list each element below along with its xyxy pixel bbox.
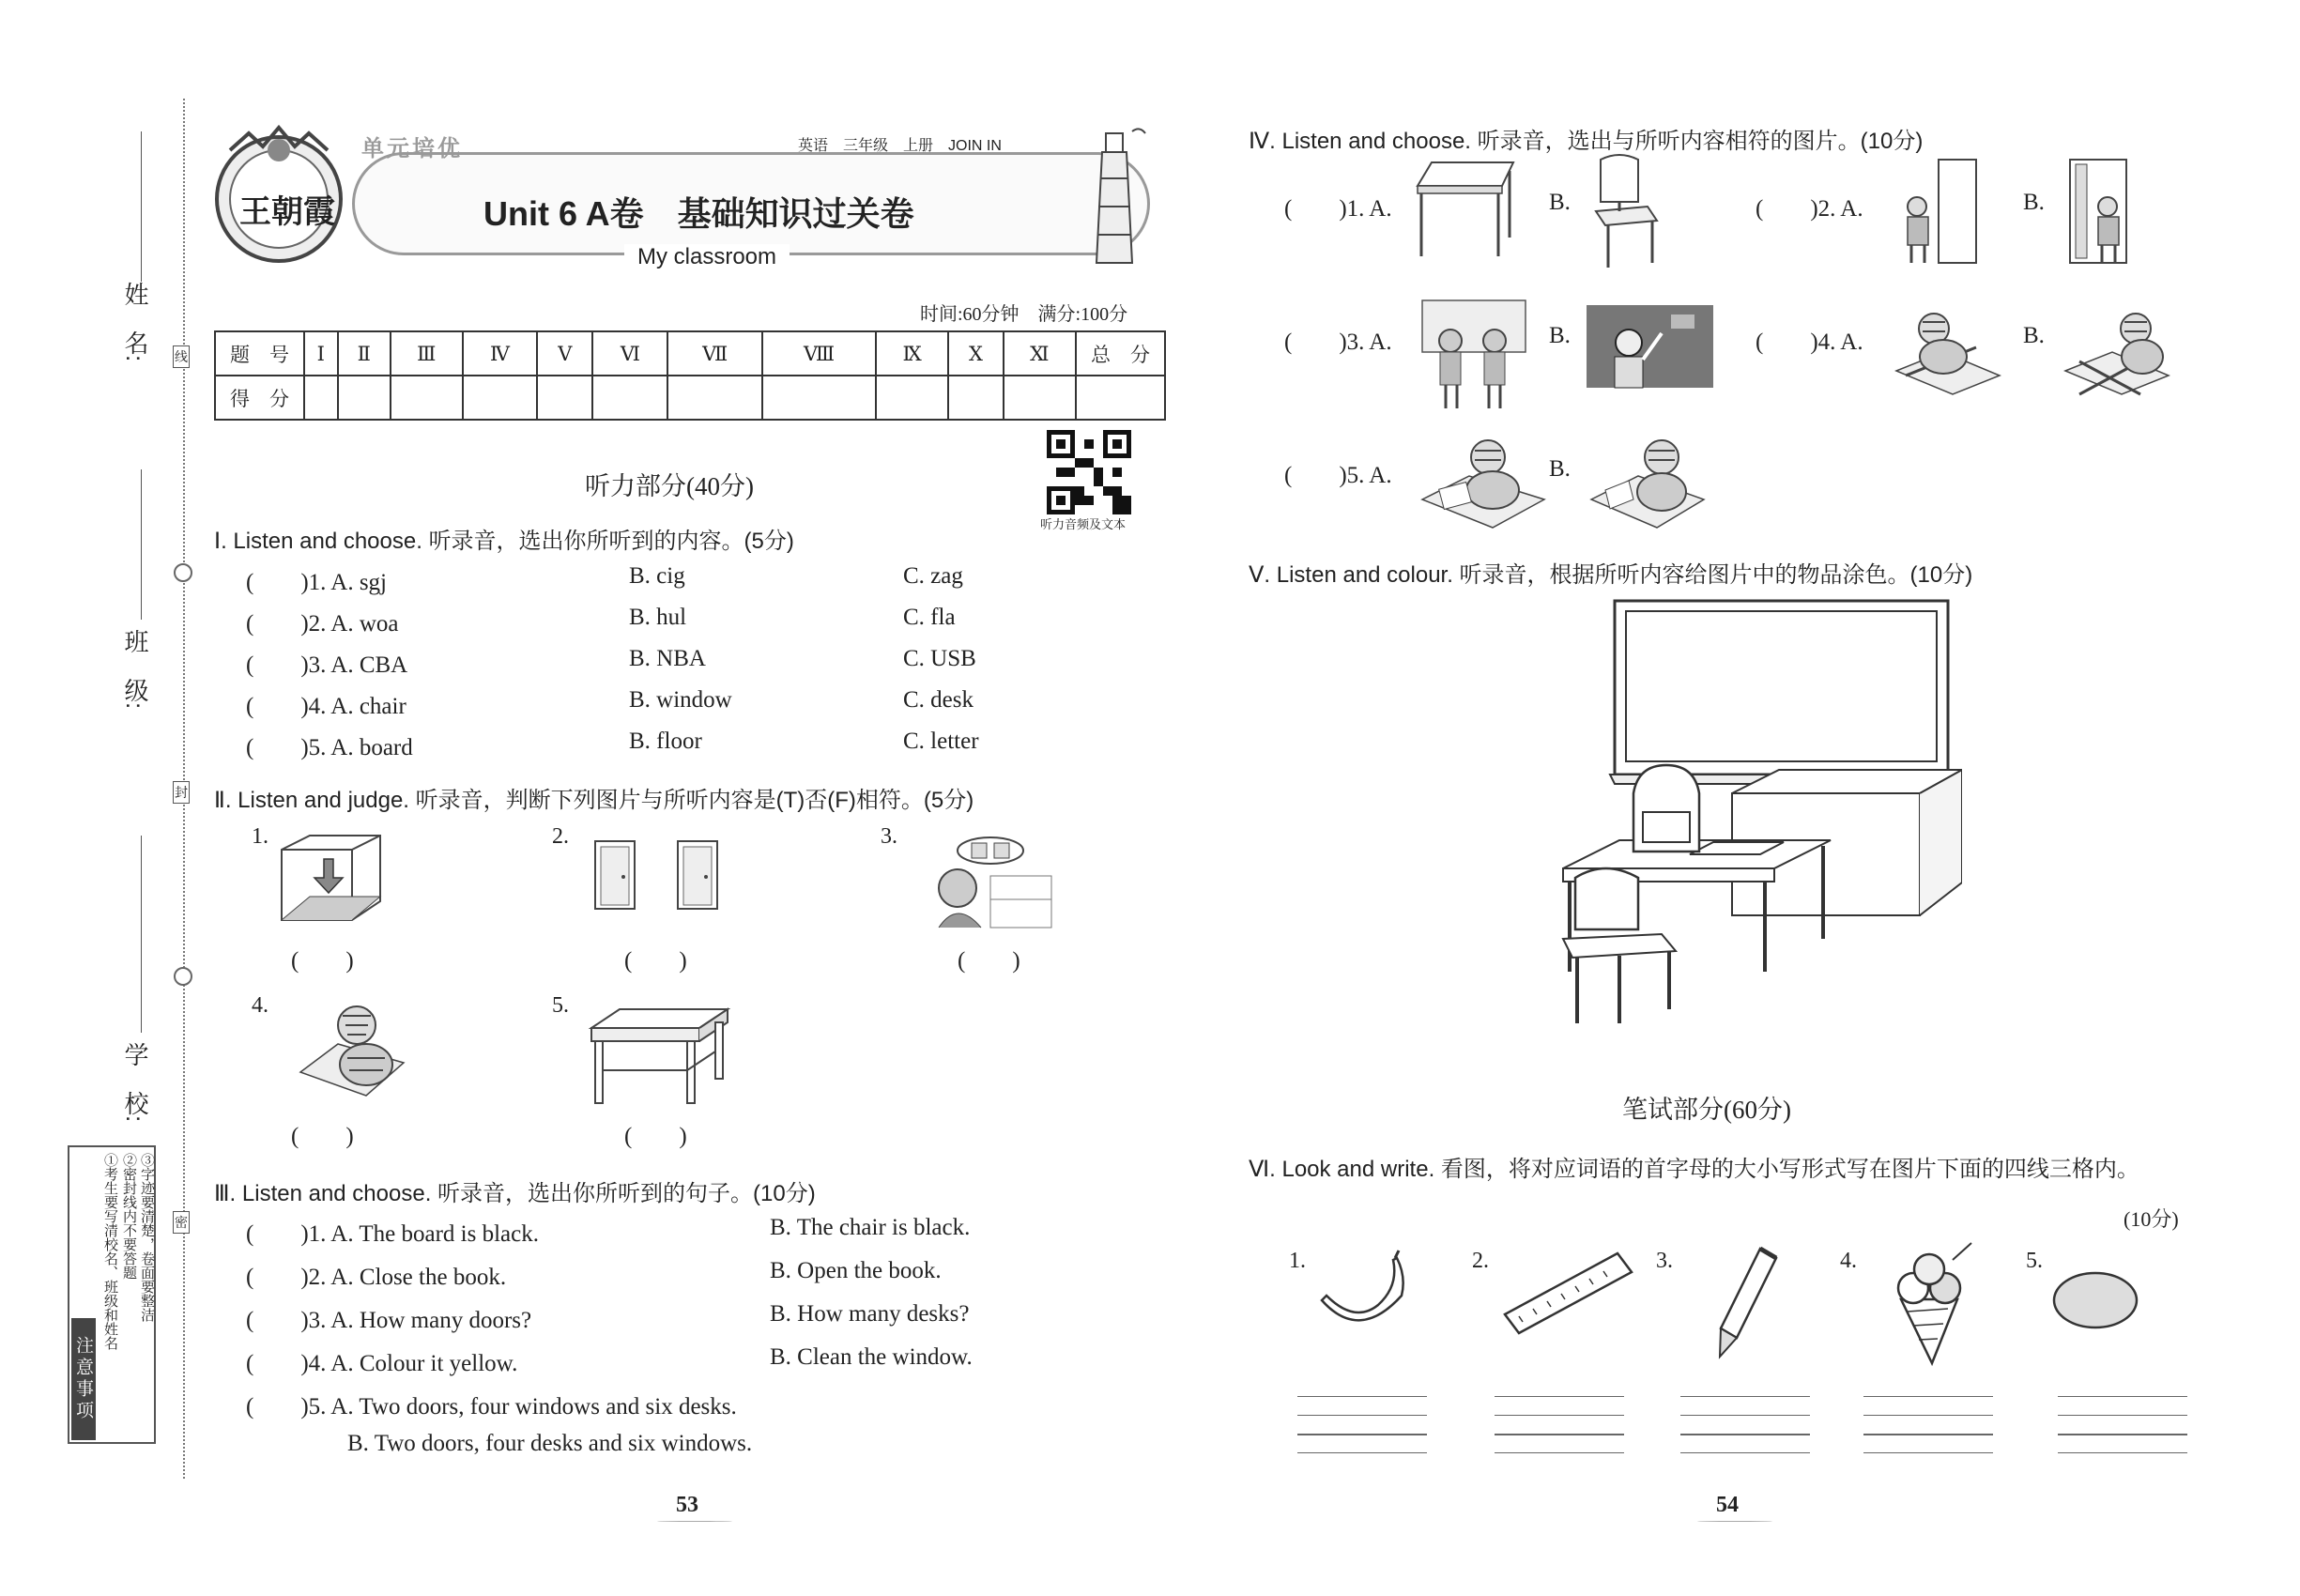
page-number-swirl-right [1697, 1521, 1772, 1522]
s1-item-3-a[interactable]: ( )3. A. CBA [246, 652, 408, 678]
writing-grid-5[interactable] [2058, 1396, 2187, 1452]
two-children-window-picture [1418, 296, 1530, 413]
s4-item-3-b[interactable]: B. [1549, 323, 1571, 348]
writing-grid-4[interactable] [1863, 1396, 1993, 1452]
s3-item-1-b[interactable]: B. The chair is black. [770, 1215, 971, 1240]
score-cell: Ⅵ [592, 331, 667, 376]
meta-label: 英语 三年级 上册 JOIN IN [798, 138, 1002, 154]
pencil-icon [1709, 1244, 1784, 1361]
s3-item-4-b[interactable]: B. Clean the window. [770, 1344, 973, 1370]
s3-item-2-a[interactable]: ( )2. A. Close the book. [246, 1265, 507, 1290]
binding-strip [0, 0, 188, 1596]
class-line [141, 469, 142, 620]
cut-mark-xian: 线 [173, 345, 190, 368]
s3-item-4-a[interactable]: ( )4. A. Colour it yellow. [246, 1351, 518, 1376]
s1-item-4-a[interactable]: ( )4. A. chair [246, 694, 406, 719]
section-4-title: Ⅳ. Listen and choose. 听录音，选出与所听内容相符的图片。(10分) [1249, 129, 1924, 154]
s3-item-2-b[interactable]: B. Open the book. [770, 1258, 942, 1283]
s1-item-2-b[interactable]: B. hul [629, 605, 687, 630]
notice-item-1: ①考生要写清校名、班级和姓名 [102, 1153, 117, 1350]
s6-num-5: 5. [2026, 1249, 2043, 1273]
header-banner [211, 122, 1169, 282]
s4-item-5[interactable]: ( )5. A. [1284, 463, 1392, 488]
score-table-header-row [215, 331, 1165, 376]
s6-num-4: 4. [1840, 1249, 1857, 1273]
ruler-icon [1500, 1249, 1636, 1343]
egg-icon [2048, 1267, 2142, 1333]
girl-board-picture [1587, 305, 1713, 390]
page-number-left: 53 [676, 1493, 698, 1517]
desk-picture [582, 1005, 732, 1108]
notice-item-3: ③字迹要清楚，卷面要整洁 [139, 1153, 154, 1322]
writing-grid-1[interactable] [1297, 1396, 1427, 1452]
floor-picture [272, 831, 390, 925]
score-cell: Ⅶ [667, 331, 762, 376]
school-label: 学 校: [121, 1042, 149, 1123]
qr-code[interactable] [1047, 430, 1131, 514]
class-label: 班 级: [121, 629, 149, 710]
school-line [141, 836, 142, 1033]
circle-mark-1 [174, 563, 192, 582]
s1-item-4-c[interactable]: C. desk [903, 687, 974, 713]
score-cell: Ⅷ [762, 331, 876, 376]
score-cell: Ⅱ [338, 331, 391, 376]
s1-item-4-b[interactable]: B. window [629, 687, 732, 713]
name-label: 姓 名: [121, 282, 149, 362]
s1-item-1-b[interactable]: B. cig [629, 563, 685, 589]
score-input[interactable] [948, 376, 1004, 420]
score-input[interactable] [304, 376, 338, 420]
section-2-title: Ⅱ. Listen and judge. 听录音，判断下列图片与所听内容是(T)否(F)相符。(5分) [214, 788, 974, 813]
s1-item-2-c[interactable]: C. fla [903, 605, 956, 630]
s1-item-3-c[interactable]: C. USB [903, 646, 976, 671]
s2-answer-5[interactable]: ( ) [624, 1124, 687, 1149]
score-cell: Ⅺ [1004, 331, 1076, 376]
score-input[interactable] [537, 376, 592, 420]
s1-item-1-c[interactable]: C. zag [903, 563, 963, 589]
s4-item-3[interactable]: ( )3. A. [1284, 330, 1392, 355]
s6-num-2: 2. [1472, 1249, 1489, 1273]
writing-title: 笔试部分(60分) [1622, 1096, 1791, 1124]
boy-door-a-picture [1896, 155, 1981, 268]
s6-num-1: 1. [1289, 1249, 1306, 1273]
cut-mark-mi: 密 [173, 1211, 190, 1234]
s1-item-5-a[interactable]: ( )5. A. board [246, 735, 413, 760]
tiger-desk-a-picture [1887, 305, 2004, 399]
score-input[interactable] [463, 376, 537, 420]
s2-num-1: 1. [252, 824, 268, 849]
score-input[interactable] [391, 376, 463, 420]
section-6-title: Ⅵ. Look and write. 看图，将对应词语的首字母的大小写形式写在图片下面的四线三格内。 [1249, 1157, 2139, 1182]
two-doors-picture [591, 837, 732, 913]
name-line [141, 131, 142, 282]
section-3-title: Ⅲ. Listen and choose. 听录音，选出你所听到的句子。(10分) [214, 1181, 816, 1206]
lighthouse-icon [1070, 122, 1164, 272]
notice-box [68, 1145, 156, 1444]
score-cell: Ⅳ [463, 331, 537, 376]
boy-door-b-picture [2061, 155, 2145, 268]
s4-item-4[interactable]: ( )4. A. [1756, 330, 1863, 355]
s1-item-2-a[interactable]: ( )2. A. woa [246, 611, 399, 637]
score-input[interactable] [667, 376, 762, 420]
page-number-right: 54 [1716, 1493, 1739, 1517]
s1-item-1-a[interactable]: ( )1. A. sgj [246, 570, 388, 595]
tiger-desk-b-picture [2056, 305, 2178, 399]
s4-item-5-b[interactable]: B. [1549, 456, 1571, 482]
ice-cream-icon [1878, 1241, 1981, 1368]
chair-picture [1582, 150, 1676, 272]
notice-title: 注意事项 [71, 1318, 96, 1440]
s3-item-3-b[interactable]: B. How many desks? [770, 1301, 970, 1327]
listening-title: 听力部分(40分) [585, 472, 754, 500]
tiger-writing-picture [282, 997, 418, 1100]
banana-icon [1312, 1249, 1416, 1343]
tiger-book-b-picture [1587, 434, 1709, 532]
page-number-swirl-left [657, 1521, 732, 1522]
s4-item-4-b[interactable]: B. [2023, 323, 2045, 348]
s6-num-3: 3. [1656, 1249, 1673, 1273]
score-cell: Ⅸ [876, 331, 948, 376]
score-cell: 总 分 [1076, 331, 1165, 376]
writing-grid-3[interactable] [1680, 1396, 1810, 1452]
score-input[interactable] [762, 376, 876, 420]
section-1-title: Ⅰ. Listen and choose. 听录音，选出你所听到的内容。(5分) [214, 529, 794, 554]
score-table-score-row [215, 376, 1165, 420]
score-input[interactable] [338, 376, 391, 420]
badge-label: 单元培优 [361, 136, 463, 161]
girl-thinking-picture [925, 834, 1061, 932]
tiger-book-a-picture [1413, 434, 1549, 532]
s1-item-5-b[interactable]: B. floor [629, 729, 702, 754]
score-input[interactable] [876, 376, 948, 420]
s2-answer-4[interactable]: ( ) [291, 1124, 354, 1149]
s4-item-2-b[interactable]: B. [2023, 190, 2045, 215]
s2-answer-2[interactable]: ( ) [624, 948, 687, 974]
notice-item-2: ②密封线内不要答题 [121, 1153, 136, 1280]
s4-item-1-b[interactable]: B. [1549, 190, 1571, 215]
s2-num-4: 4. [252, 993, 268, 1018]
score-input[interactable] [1076, 376, 1165, 420]
qr-caption: 听力音频及文本 [1040, 517, 1127, 531]
page-title: Unit 6 A卷 基础知识过关卷 [483, 194, 914, 233]
classroom-colouring-picture[interactable] [1549, 596, 1962, 1028]
s2-answer-3[interactable]: ( ) [958, 948, 1020, 974]
circle-mark-2 [174, 967, 192, 986]
score-cell: Ⅲ [391, 331, 463, 376]
score-cell: Ⅴ [537, 331, 592, 376]
page-subtitle: My classroom [624, 244, 790, 270]
s3-item-5-extra[interactable]: B. Two doors, four desks and six windows. [347, 1431, 753, 1456]
s4-item-1[interactable]: ( )1. A. [1284, 196, 1392, 222]
s2-num-2: 2. [552, 824, 569, 849]
score-cell: Ⅰ [304, 331, 338, 376]
s4-item-2[interactable]: ( )2. A. [1756, 196, 1863, 222]
score-table [214, 330, 1166, 421]
s2-answer-1[interactable]: ( ) [291, 948, 354, 974]
s3-item-1-a[interactable]: ( )1. A. The board is black. [246, 1221, 539, 1247]
s2-num-3: 3. [881, 824, 897, 849]
table-picture [1408, 158, 1521, 261]
logo-text: 王朝霞 [239, 195, 335, 230]
section-5-title: Ⅴ. Listen and colour. 听录音，根据所听内容给图片中的物品涂色。(10分) [1249, 562, 1973, 588]
section-6-score: (10分) [2124, 1207, 2179, 1231]
cut-mark-feng: 封 [173, 781, 190, 804]
s1-item-3-b[interactable]: B. NBA [629, 646, 706, 671]
score-input[interactable] [592, 376, 667, 420]
score-cell: 题 号 [215, 331, 304, 376]
s3-item-5-a[interactable]: ( )5. A. Two doors, four windows and six desks. [246, 1394, 737, 1420]
s2-num-5: 5. [552, 993, 569, 1018]
writing-grid-2[interactable] [1495, 1396, 1624, 1452]
score-row-label: 得 分 [215, 376, 304, 420]
score-input[interactable] [1004, 376, 1076, 420]
s3-item-3-a[interactable]: ( )3. A. How many doors? [246, 1308, 532, 1333]
time-info: 时间:60分钟 满分:100分 [920, 304, 1128, 325]
s1-item-5-c[interactable]: C. letter [903, 729, 979, 754]
score-cell: Ⅹ [948, 331, 1004, 376]
